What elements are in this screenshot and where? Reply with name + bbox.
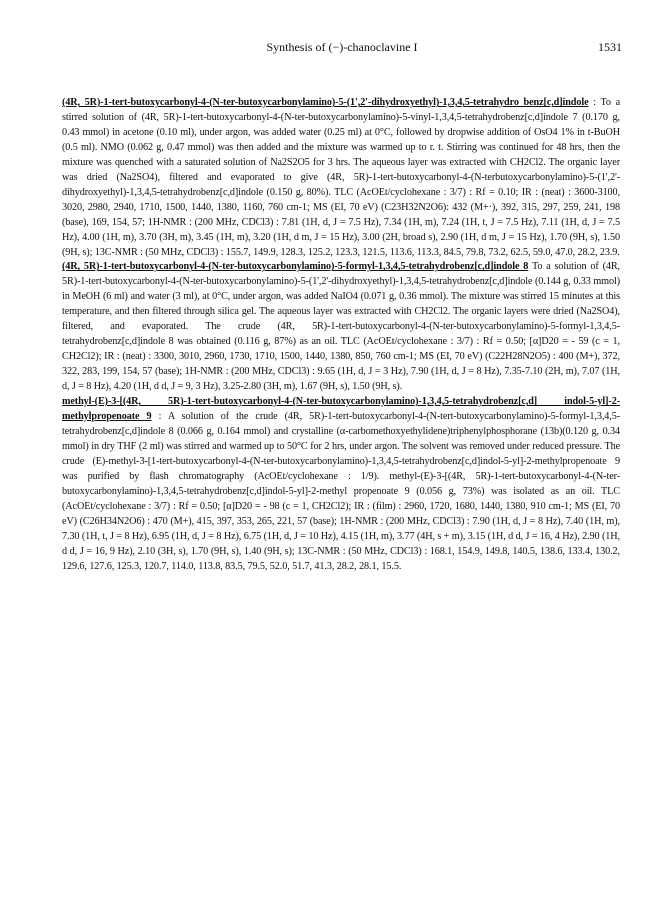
procedure-text: : To a stirred solution of (4R, 5R)-1-tert-butoxycarbonyl-4-(N-ter-butoxycarbonylamino)-5-vinyl-1,3,4,5-tetrahydrobenz[c,d]indole 7 (0.170 g, 0.43 mmol) in acetone (0.10 ml), under argon, was added water (0.25 ml) at 0°C, followed by dropwise addition of OsO4 1% in t-BuOH (0.5 ml). NMO (0.062 g, 0.47 mmol) was then added and the mixture was warmed up to r. t. Stirring was continued for 48 hrs, then the mixture was quenched with a saturated solution of Na2S2O5 for 3 hrs. The aqueous layer was extracted with CH2Cl2. The organic layer was dried (Na2SO4), filtered and evaporated to give (4R, 5R)-1-tert-butoxycarbonyl-4-(N-terbutoxycarbonylamino)-5-(1',2'-dihydroxyethyl)-1,3,4,5-tetrahydrobenz[c,d]indole (0.150 g, 80%). TLC (AcOEt/cyclohexane : 3/7) : Rf = 0.10; IR : (neat) : 3600-3100, 3020, 2980, 2940, 1710, 1500, 1440, 1380, 1160, 760 cm-1; MS (EI, 70 eV) (C23H32N2O6): 432 (M+·), 392, 315, 297, 259, 241, 198 (base), 169, 154, 57; 1H-NMR : (200 MHz, CDCl3) : 7.81 (1H, d, J = 7.5 Hz), 7.34 (1H, m), 7.24 (1H, t, J = 7.5 Hz), 7.11 (1H, d, J = 7.5 Hz), 4.00 (1H, m), 3.70 (3H, m), 3.45 (1H, m), 3.20 (1H, d m, J = 15 Hz), 3.00 (2H, broad s), 2.90 (1H, d m, J = 15 Hz), 1.70 (9H, s), 1.50 (9H, s); 13C-NMR : (50 MHz, CDCl3) : 155.7, 149.9, 128.3, 125.2, 123.3, 121.5, 113.6, 113.3, 84.5, 79.8, 73.2, 62.5, 59.0, 47.0, 28.2, 23.9. <box>62 97 620 258</box>
procedure-text: To a solution of (4R, 5R)-1-tert-butoxycarbonyl-4-(N-ter-butoxycarbonylamino)-5-(1',2'-dihydroxyethyl)-1,3,4,5-tetrahydrobenz[c,d]indole (0.144 g, 0.33 mmol) in MeOH (6 ml) and water (3 ml), at 0°C, under argon, was added NaIO4 (0.071 g, 0.36 mmol). The mixture was stirred 15 minutes at this temperature, and then filtered through silica gel. The aqueous layer was extracted with CH2Cl2. The organic layers were dried (Na2SO4), filtered, and evaporated. The crude (4R, 5R)-1-tert-butoxycarbonyl-4-(N-ter-butoxycarbonylamino)-5-formyl-1,3,4,5-tetrahydrobenz[c,d]indole 8 was obtained (0.116 g, 87%) as an oil. TLC (AcOEt/cyclohexane : 3/7) : Rf = 0.50; [α]D20 = - 59 (c = 1, CH2Cl2); IR : (neat) : 3300, 3010, 2960, 1730, 1710, 1500, 1440, 1380, 850, 760 cm-1; MS (EI, 70 eV) (C22H28N2O5) : 400 (M+), 372, 322, 283, 199, 154, 57 (base); 1H-NMR : (200 MHz, CDCl3) : 9.65 (1H, d, J = 3 Hz), 7.90 (1H, d, J = 8 Hz), 7.35-7.10 (2H, m), 7.07 (1H, d, J = 8 Hz), 4.20 (1H, d d, J = 9, 3 Hz), 3.25-2.80 (3H, m), 1.67 (9H, s), 1.50 (9H, s). <box>62 261 620 393</box>
compound-heading: (4R, 5R)-1-tert-butoxycarbonyl-4-(N-ter-butoxycarbonylamino)-5-formyl-1,3,4,5-tetrahydrobenz[c,d]indole 8 <box>62 261 529 273</box>
page-header <box>62 40 622 60</box>
page-number: 1531 <box>598 40 622 54</box>
compound-heading: (4R, 5R)-1-tert-butoxycarbonyl-4-(N-ter-butoxycarbonylamino)-5-(1',2'-dihydroxyethyl)-1,3,4,5-tetrahydro benz[c,d]indole <box>62 97 589 108</box>
procedure-diol <box>62 96 620 260</box>
compound-heading: methyl-(E)-3-[(4R, 5R)-1-tert-butoxycarbonyl-4-(N-ter-butoxycarbonylamino)-1,3,4,5-tetrahydrobenz[c,d] indol-5-yl]-2-methylpropenoate 9 <box>62 396 620 423</box>
experimental-text <box>62 96 620 575</box>
procedure-aldehyde <box>62 260 620 395</box>
procedure-text: : A solution of the crude (4R, 5R)-1-tert-butoxycarbonyl-4-(N-tert-butoxycarbonylamino)-5-formyl-1,3,4,5-tetrahydrobenz[c,d]indole 8 (0.066 g, 0.164 mmol) and crystalline (α-carbomethoxyethylidene)triphenylphosphorane (13b)(0.120 g, 0.34 mmol) in dry THF (2 ml) was stirred and warmed up to 50°C for 2 hrs, under argon. The solvent was removed under reduced pressure. The crude (E)-methyl-3-[1-tert-butoxycarbonyl-4-(N-ter-butoxycarbonylamino)-1,3,4,5-tetrahydrobenz[c,d]indol-5-yl]-2-methylpropenoate 9 was purified by flash chromatography (AcOEt/cyclohexane : 1/9). methyl-(E)-3-[(4R, 5R)-1-tert-butoxycarbonyl-4-(N-ter-butoxycarbonylamino)-1,3,4,5-tetrahydrobenz[c,d]indol-5-yl]-2-methyl propenoate 9 (0.056 g, 73%) was isolated as an oil. TLC (AcOEt/cyclohexane : 3/7) : Rf = 0.50; [α]D20 = - 98 (c = 1, CH2Cl2); IR : (film) : 2960, 1720, 1680, 1440, 1380, 910 cm-1; MS (EI, 70 eV) (C26H34N2O6) : 470 (M+), 415, 397, 353, 265, 221, 57 (base); 1H-NMR : (200 MHz, CDCl3) : 7.90 (1H, d, J = 8 Hz), 7.40 (1H, m), 7.30 (1H, t, J = 8 Hz), 6.95 (1H, d, J = 8 Hz), 6.75 (1H, d, J = 10 Hz), 4.15 (1H, m), 3.77 (4H, s + m), 3.15 (1H, d d, J = 16, 4 Hz), 2.90 (1H, d d, J = 16, 9 Hz), 2.10 (3H, s), 1.70 (9H, s), 1.40 (9H, s); 13C-NMR : (50 MHz, CDCl3) : 168.1, 154.9, 149.8, 140.5, 138.6, 133.4, 130.2, 129.6, 127.6, 125.3, 120.7, 114.0, 113.8, 83.5, 79.5, 52.0, 51.7, 41.3, 28.2, 28.1, 15.5. <box>62 411 620 572</box>
running-title: Synthesis of (−)-chanoclavine I <box>266 40 418 54</box>
procedure-ester <box>62 395 620 574</box>
